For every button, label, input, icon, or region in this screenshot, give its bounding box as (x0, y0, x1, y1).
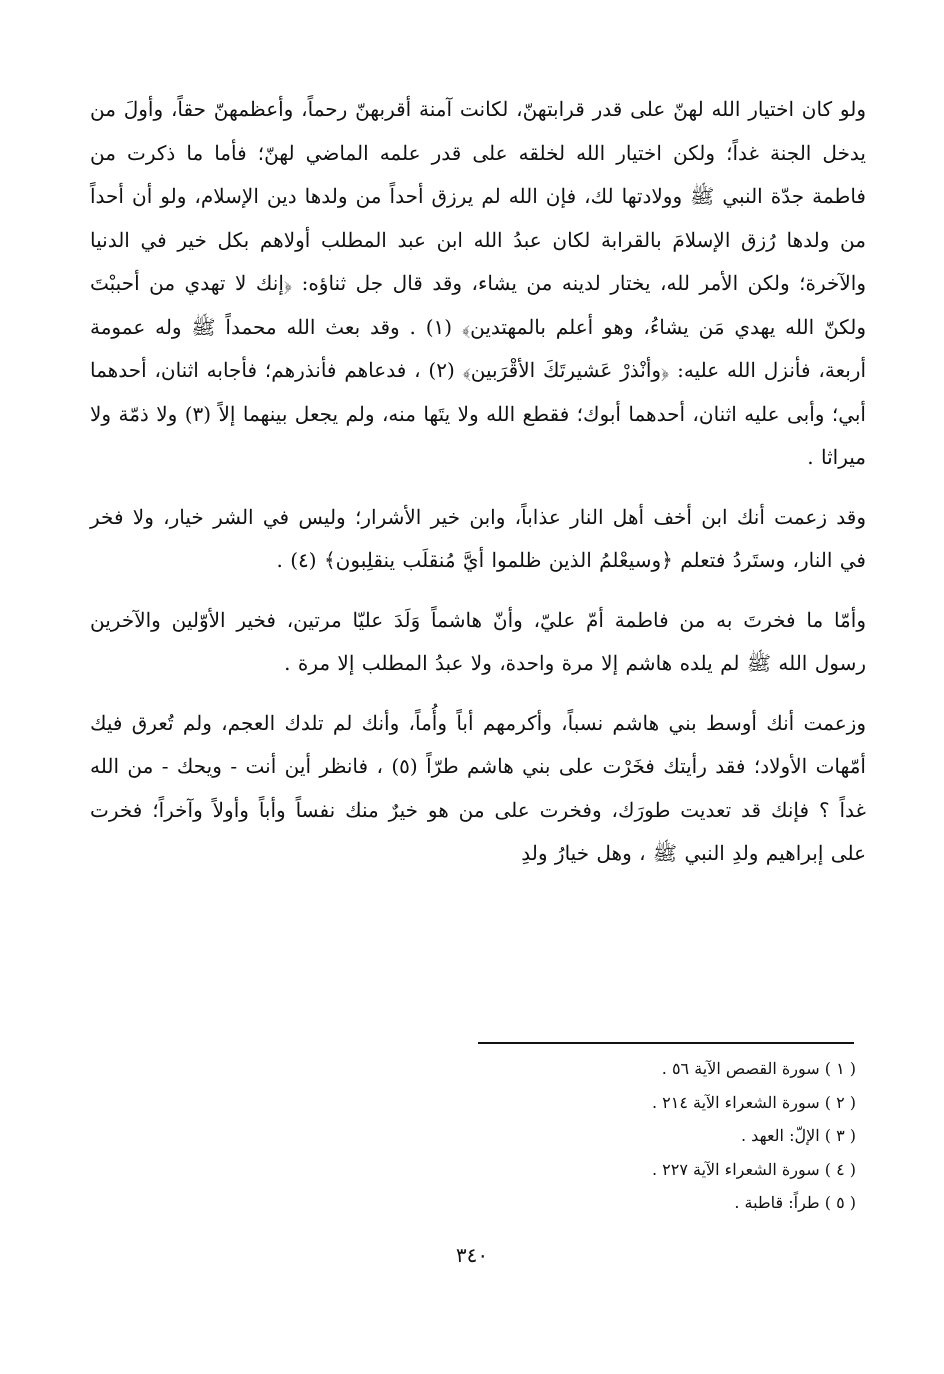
main-text (90, 88, 866, 876)
footnote-4: ( ٤ ) سورة الشعراء الآية ٢٢٧ . (651, 1159, 856, 1179)
paragraph-3: وأمّا ما فخرتَ به من فاطمة أمّ عليّ، وأنّ هاشماً وَلَدَ عليّا مرتين، فخير الأوّلين والآخرين رسول الله ﷺ لم يلده هاشم إلا مرة واحدة، ولا عبدُ المطلب إلا مرة . (90, 607, 866, 675)
footnote-2: ( ٢ ) سورة الشعراء الآية ٢١٤ . (651, 1092, 856, 1112)
paragraph-2: وقد زعمت أنك ابن أخف أهل النار عذاباً، وابن خير الأشرار؛ وليس في الشر خيار، ولا فخر في النار، وستَردُ فتعلم ﴿وسيعْلمُ الذين ظلموا أيَّ مُنقلَب ينقلِبون﴾ (٤) . (90, 504, 866, 572)
footnote-3: ( ٣ ) الإلّ: العهد . (741, 1126, 856, 1145)
footnotes (476, 1052, 856, 1220)
paragraph-1: ولو كان اختيار الله لهنّ على قدر قرابتهنّ، لكانت آمنة أقربهنّ رحماً، وأعظمهنّ حقاً، وأولَ من يدخل الجنة غداً؛ ولكن اختيار الله لخلقه على قدر علمه الماضي لهنّ؛ فأما ما ذكرت من فاطمة جدّة النبي ﷺ وولادتها لك، فإن الله لم يرزق أحداً من ولدها دين الإسلام، ولو أن أحداً من ولدها رُزق الإسلامَ بالقرابة لكان عبدُ الله ابن عبد المطلب أولاهم بكل خير في الدنيا والآخرة؛ ولكن الأمر لله، يختار لدينه من يشاء، وقد قال جل ثناؤه: ﴿إنك لا تهدي من أحببْتَ ولكنّ الله يهدي مَن يشاءُ، وهو أعلم بالمهتدين﴾ (١) . وقد بعث الله محمداً ﷺ وله عمومة أربعة، فأنزل الله عليه: ﴿وأنْذرْ عَشيرتَكَ الأقْرَبين﴾ (٢) ، فدعاهم فأنذرهم؛ فأجابه اثنان، أحدهما أبي؛ وأبى عليه اثنان، أحدهما أبوك؛ فقطع الله ولا يتَها منه، ولم يجعل بينهما إلاً (٣) ولا ذمّة ولا ميراثا . (90, 97, 867, 469)
footnote-divider (478, 1042, 854, 1044)
paragraph-4: وزعمت أنك أوسط بني هاشم نسباً، وأكرمهم أباً وأُماً، وأنك لم تلدك العجم، ولم تُعرق فيك أمّهات الأولاد؛ فقد رأيتك فخَرْت على بني هاشم طرّاً (٥) ، فانظر أين أنت - ويحك - من الله غداً ؟ فإنك قد تعديت طورَك، وفخرت على من هو خيرٌ منك نفساً وأباً وأولاً وآخراً؛ فخرت على إبراهيم ولدِ النبي ﷺ ، وهل خيارُ ولدِ (90, 710, 866, 865)
footnote-5: ( ٥ ) طراً: قاطبة . (734, 1193, 856, 1212)
footnote-1: ( ١ ) سورة القصص الآية ٥٦ . (661, 1059, 856, 1078)
page-number: ٣٤٠ (455, 1243, 489, 1267)
